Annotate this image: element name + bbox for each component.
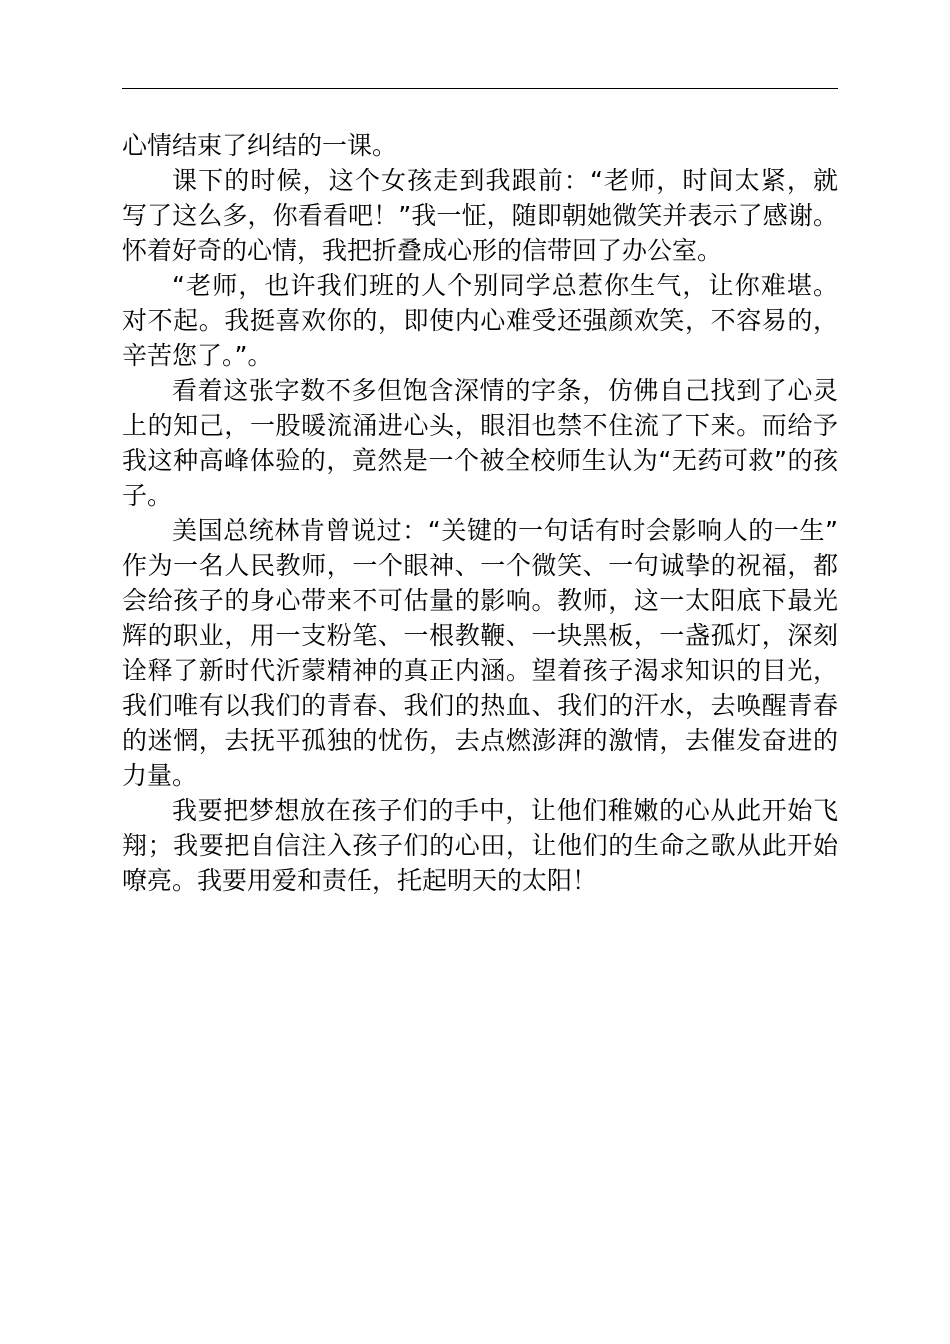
text-line: 看着这张字数不多但饱含深情的字条，仿佛自己找到了心灵: [172, 376, 838, 405]
text-line: 我们唯有以我们的青春、我们的热血、我们的汗水，去唤醒青春: [122, 691, 838, 720]
text-line: 我要把梦想放在孩子们的手中，让他们稚嫩的心从此开始飞: [172, 796, 838, 825]
text-line: 对不起。我挺喜欢你的，即使内心难受还强颜欢笑，不容易的，: [122, 306, 838, 335]
text-line: 上的知己，一股暖流涌进心头，眼泪也禁不住流了下来。而给予: [122, 411, 838, 440]
paragraph: [122, 513, 838, 793]
paragraph: [122, 268, 838, 373]
text-line: 作为一名人民教师，一个眼神、一个微笑、一句诚挚的祝福，都: [122, 551, 838, 580]
text-line: 子。: [122, 481, 173, 510]
text-line: “老师，也许我们班的人个别同学总惹你生气，让你难堪。: [172, 271, 838, 300]
text-line: 力量。: [122, 761, 198, 790]
text-line: 翔；我要把自信注入孩子们的心田，让他们的生命之歌从此开始: [122, 831, 838, 860]
paragraph: [122, 163, 838, 268]
text-line: 嘹亮。我要用爱和责任，托起明天的太阳！: [122, 866, 598, 895]
text-line: 心情结束了纠结的一课。: [122, 131, 398, 160]
paragraph: [122, 128, 838, 163]
text-line: 辉的职业，用一支粉笔、一根教鞭、一块黑板，一盏孤灯，深刻: [122, 621, 838, 650]
paragraph: [122, 373, 838, 513]
text-line: 会给孩子的身心带来不可估量的影响。教师，这一太阳底下最光: [122, 586, 838, 615]
text-line: 的迷惘，去抚平孤独的忧伤，去点燃澎湃的激情，去催发奋进的: [122, 726, 838, 755]
document-body: [122, 128, 838, 898]
text-line: 美国总统林肯曾说过：“关键的一句话有时会影响人的一生”: [172, 516, 838, 545]
text-line: 怀着好奇的心情，我把折叠成心形的信带回了办公室。: [122, 236, 723, 265]
text-line: 辛苦您了。”。: [122, 341, 273, 370]
paragraph: [122, 793, 838, 898]
text-line: 写了这么多，你看看吧！”我一怔，随即朝她微笑并表示了感谢。: [122, 201, 838, 230]
text-line: 课下的时候，这个女孩走到我跟前：“老师，时间太紧，就: [172, 166, 838, 195]
text-line: 我这种高峰体验的，竟然是一个被全校师生认为“无药可救”的孩: [122, 446, 838, 475]
header-rule: [122, 88, 838, 89]
text-line: 诠释了新时代沂蒙精神的真正内涵。望着孩子渴求知识的目光，: [122, 656, 838, 685]
